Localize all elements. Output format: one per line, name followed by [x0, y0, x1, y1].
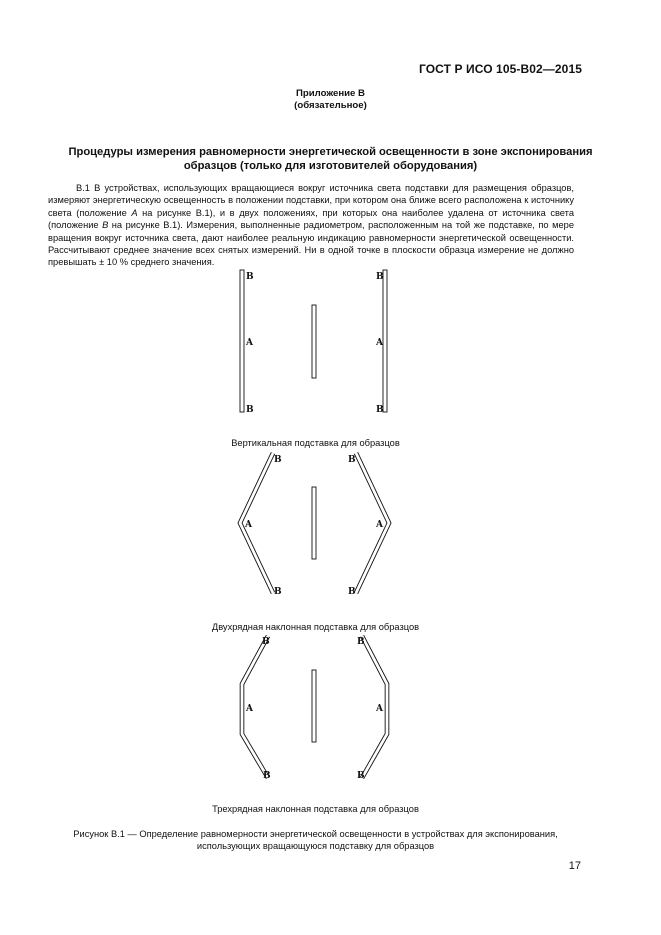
figure-caption-line1: Рисунок В.1 — Определение равномерности энергетической освещенности в устройствах для экспонирования, — [73, 829, 558, 839]
label-a: A — [246, 338, 253, 348]
label-a: A — [376, 704, 383, 714]
left-vertical-panel — [240, 270, 244, 412]
caption-vertical-holder: Вертикальная подставка для образцов — [231, 438, 400, 448]
label-b: B — [274, 455, 282, 465]
paragraph-text-2: на рисунке В.1), и в двух положениях, при которых она наиболее удалена от источника света (положение — [48, 207, 574, 231]
label-b: B — [357, 771, 365, 781]
light-source-vertical — [312, 305, 316, 378]
figure-caption — [0, 828, 631, 852]
section-title-line2: образцов (только для изготовителей оборудования) — [183, 160, 478, 172]
light-source-three-tier — [312, 670, 316, 742]
label-b: B — [376, 405, 384, 415]
position-b-ref: В — [102, 220, 109, 231]
label-b: B — [348, 587, 356, 597]
label-b: B — [274, 587, 282, 597]
label-b: B — [348, 455, 356, 465]
label-b: B — [246, 272, 254, 282]
label-b: B — [263, 771, 271, 781]
document-id: ГОСТ Р ИСО 105-В02—2015 — [418, 62, 582, 76]
position-a-ref: А — [131, 207, 138, 218]
label-b: B — [357, 637, 365, 647]
label-a: A — [245, 520, 252, 530]
figure-caption-line2: использующих вращающуюся подставку для образцов — [196, 841, 435, 851]
section-title-line1: Процедуры измерения равномерности энергетической освещенности в зоне экспонирования — [68, 146, 593, 158]
annex-status: (обязательное) — [294, 100, 367, 111]
label-a: A — [246, 704, 253, 714]
paragraph-text-3: на рисунке В.1). Измерения, выполненные радиометром, расположенным на той же подставке, по мере вращения вокруг источника света, дают наиболее реальную индикацию равномерности энергетической освещенности. Рассчитывают среднее значение всех снятых измерений. Ни в одной точке в плоскости образца измерение не должно превышать ± 10 % среднего значения. — [48, 220, 574, 268]
light-source-two-tier — [312, 487, 316, 559]
page-number: 17 — [568, 860, 581, 872]
label-a: A — [376, 520, 383, 530]
label-b: B — [246, 405, 254, 415]
right-vertical-panel — [383, 270, 387, 412]
paragraph-text-1: В.1 В устройствах, использующих вращающиеся вокруг источника света подставки для размещения образцов, измеряют энергетическую освещенность в положении подставки, при котором она ближе всего расположена к источнику света (положение — [48, 183, 574, 218]
label-b: B — [262, 637, 270, 647]
three-tier-holder-diagram — [242, 636, 387, 778]
label-b: B — [376, 272, 384, 282]
label-a: A — [376, 338, 383, 348]
two-tier-holder-diagram — [240, 453, 389, 593]
vertical-holder-diagram — [240, 270, 387, 412]
annex-title: Приложение В — [296, 88, 365, 99]
caption-three-tier-holder: Трехрядная наклонная подставка для образцов — [212, 804, 419, 814]
caption-two-tier-holder: Двухрядная наклонная подставка для образцов — [211, 622, 420, 632]
